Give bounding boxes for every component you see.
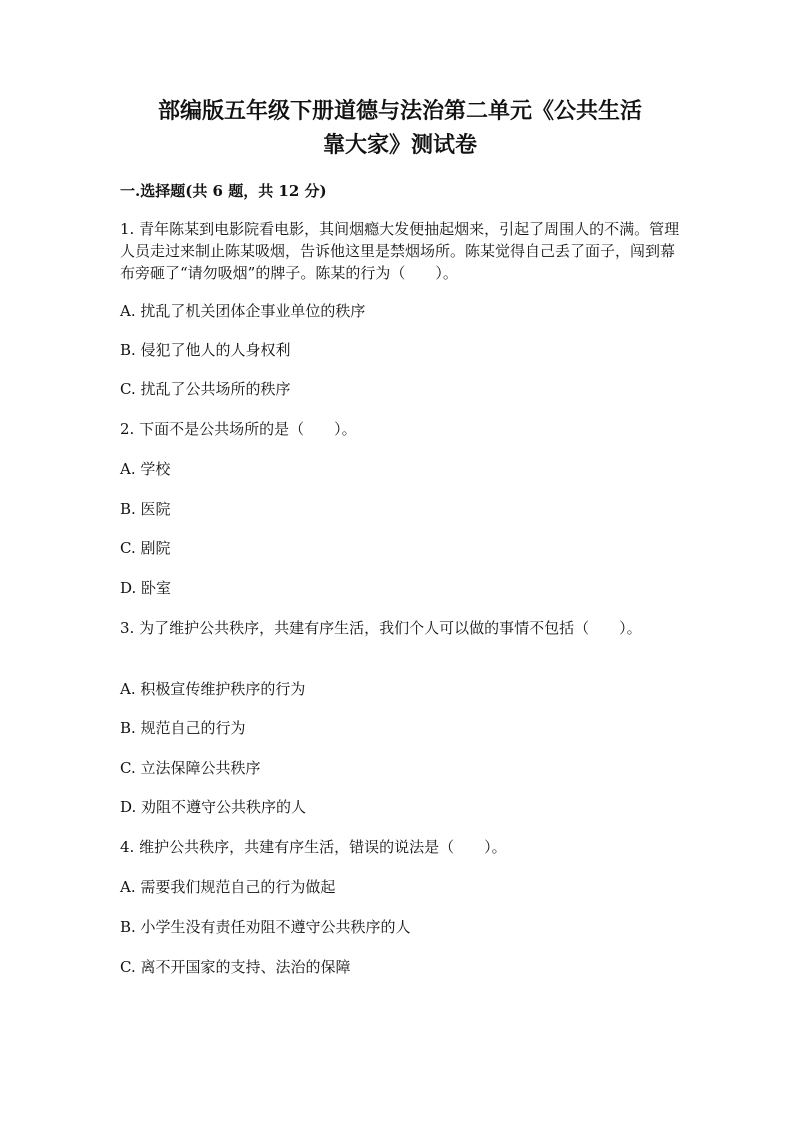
- question-3-option-c: C. 立法保障公共秩序: [120, 759, 261, 777]
- question-2-stem: 2. 下面不是公共场所的是（ ）。: [120, 420, 357, 438]
- question-1-option-b: B. 侵犯了他人的人身权利: [120, 341, 291, 359]
- question-2-option-a: A. 学校: [120, 460, 171, 478]
- title-line-2: 靠大家》测试卷: [322, 132, 477, 158]
- section-heading: 一.选择题(共 6 题，共 12 分): [120, 182, 327, 200]
- question-2-option-b: B. 医院: [120, 500, 171, 518]
- question-3-option-b: B. 规范自己的行为: [120, 719, 246, 737]
- question-3-stem: 3. 为了维护公共秩序，共建有序生活，我们个人可以做的事情不包括（ ）。: [120, 619, 642, 637]
- question-2-option-c: C. 剧院: [120, 539, 171, 557]
- question-3-option-a: A. 积极宣传维护秩序的行为: [120, 680, 306, 698]
- question-4-option-a: A. 需要我们规范自己的行为做起: [120, 878, 336, 896]
- question-4-stem: 4. 维护公共秩序，共建有序生活，错误的说法是（ ）。: [120, 838, 507, 856]
- question-4-option-b: B. 小学生没有责任劝阻不遵守公共秩序的人: [120, 918, 411, 936]
- question-1-option-a: A. 扰乱了机关团体企事业单位的秩序: [120, 302, 366, 320]
- question-4-option-c: C. 离不开国家的支持、法治的保障: [120, 958, 351, 976]
- question-1-stem: 1. 青年陈某到电影院看电影，其间烟瘾大发便抽起烟来，引起了周围人的不满。管理人员走过来制止陈某吸烟，告诉他这里是禁烟场所。陈某觉得自己丢了面子，闯到幕布旁砸了“请勿吸烟”的牌子。陈某的行为（ ）。: [120, 220, 680, 282]
- question-3-option-d: D. 劝阻不遵守公共秩序的人: [120, 798, 307, 816]
- page-title: [100, 94, 700, 162]
- title-line-1: 部编版五年级下册道德与法治第二单元《公共生活: [157, 98, 642, 124]
- question-2-option-d: D. 卧室: [120, 579, 172, 597]
- question-1-option-c: C. 扰乱了公共场所的秩序: [120, 380, 291, 398]
